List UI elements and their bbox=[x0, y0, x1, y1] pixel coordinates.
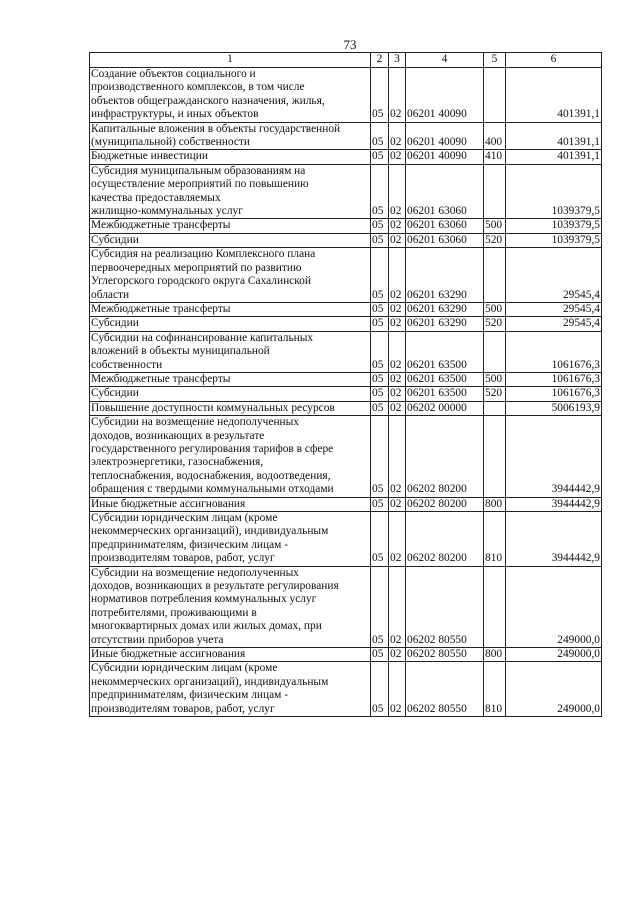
target-article-cell: 06202 80200 bbox=[406, 416, 484, 497]
row-name-cell: Капитальные вложения в объекты государственной (муниципальной) собственности bbox=[90, 122, 371, 150]
section-code-cell: 05 bbox=[371, 566, 389, 647]
table-row bbox=[90, 317, 602, 331]
expense-type-cell: 400 bbox=[484, 122, 506, 150]
subsection-code-cell: 02 bbox=[389, 164, 406, 219]
expense-type-cell: 800 bbox=[484, 648, 506, 662]
expense-type-cell bbox=[484, 248, 506, 303]
column-header: 3 bbox=[389, 53, 406, 68]
expense-type-cell: 500 bbox=[484, 219, 506, 233]
row-name-cell: Межбюджетные трансферты bbox=[90, 372, 371, 386]
column-header: 1 bbox=[90, 53, 371, 68]
expense-type-cell: 520 bbox=[484, 317, 506, 331]
expense-type-cell: 810 bbox=[484, 512, 506, 567]
table-row bbox=[90, 401, 602, 415]
table-row bbox=[90, 150, 602, 164]
amount-cell: 3944442,9 bbox=[506, 416, 602, 497]
table-row bbox=[90, 387, 602, 401]
expense-type-cell bbox=[484, 164, 506, 219]
subsection-code-cell: 02 bbox=[389, 512, 406, 567]
subsection-code-cell: 02 bbox=[389, 566, 406, 647]
amount-cell: 29545,4 bbox=[506, 248, 602, 303]
page-number: 73 bbox=[343, 37, 357, 52]
expense-type-cell bbox=[484, 416, 506, 497]
column-header: 2 bbox=[371, 53, 389, 68]
expense-type-cell bbox=[484, 401, 506, 415]
amount-cell: 401391,1 bbox=[506, 122, 602, 150]
amount-cell: 3944442,9 bbox=[506, 512, 602, 567]
row-name-cell: Межбюджетные трансферты bbox=[90, 219, 371, 233]
subsection-code-cell: 02 bbox=[389, 372, 406, 386]
target-article-cell: 06202 80200 bbox=[406, 512, 484, 567]
target-article-cell: 06201 40090 bbox=[406, 68, 484, 123]
table-row bbox=[90, 372, 602, 386]
table-row bbox=[90, 416, 602, 497]
section-code-cell: 05 bbox=[371, 233, 389, 247]
row-name-cell: Создание объектов социального и производственного комплексов, в том числе объектов общегражданского назначения, жилья, инфраструктуры, и иных объектов bbox=[90, 68, 371, 123]
table-row bbox=[90, 164, 602, 219]
section-code-cell: 05 bbox=[371, 68, 389, 123]
subsection-code-cell: 02 bbox=[389, 416, 406, 497]
section-code-cell: 05 bbox=[371, 317, 389, 331]
row-name-cell: Субсидии bbox=[90, 387, 371, 401]
target-article-cell: 06201 40090 bbox=[406, 150, 484, 164]
row-name-cell: Иные бюджетные ассигнования bbox=[90, 648, 371, 662]
column-number-row bbox=[90, 53, 602, 68]
section-code-cell: 05 bbox=[371, 416, 389, 497]
amount-cell: 3944442,9 bbox=[506, 497, 602, 511]
amount-cell: 249000,0 bbox=[506, 648, 602, 662]
row-name-cell: Иные бюджетные ассигнования bbox=[90, 497, 371, 511]
subsection-code-cell: 02 bbox=[389, 248, 406, 303]
row-name-cell: Субсидии юридическим лицам (кроме некоммерческих организаций), индивидуальным предпринимателям, физическим лицам - производителям товаров, работ, услуг bbox=[90, 662, 371, 717]
subsection-code-cell: 02 bbox=[389, 302, 406, 316]
section-code-cell: 05 bbox=[371, 122, 389, 150]
subsection-code-cell: 02 bbox=[389, 317, 406, 331]
target-article-cell: 06201 63060 bbox=[406, 233, 484, 247]
amount-cell: 5006193,9 bbox=[506, 401, 602, 415]
amount-cell: 1039379,5 bbox=[506, 164, 602, 219]
target-article-cell: 06201 63060 bbox=[406, 164, 484, 219]
table-row bbox=[90, 233, 602, 247]
target-article-cell: 06202 80200 bbox=[406, 497, 484, 511]
section-code-cell: 05 bbox=[371, 248, 389, 303]
target-article-cell: 06201 63500 bbox=[406, 387, 484, 401]
section-code-cell: 05 bbox=[371, 331, 389, 372]
target-article-cell: 06201 63290 bbox=[406, 248, 484, 303]
row-name-cell: Субсидии bbox=[90, 317, 371, 331]
row-name-cell: Субсидии на возмещение недополученных доходов, возникающих в результате государственного регулирования тарифов в сфере электроэнергетики, газоснабжения, теплоснабжения, водоснабжения, водоотведения, обращения с твердыми коммунальными отходами bbox=[90, 416, 371, 497]
row-name-cell: Субсидия муниципальным образованиям на осуществление мероприятий по повышению качества предоставляемых жилищно-коммунальных услуг bbox=[90, 164, 371, 219]
subsection-code-cell: 02 bbox=[389, 219, 406, 233]
column-header: 4 bbox=[406, 53, 484, 68]
table-row bbox=[90, 497, 602, 511]
expense-type-cell: 520 bbox=[484, 233, 506, 247]
expense-type-cell: 500 bbox=[484, 372, 506, 386]
subsection-code-cell: 02 bbox=[389, 68, 406, 123]
target-article-cell: 06202 80550 bbox=[406, 662, 484, 717]
subsection-code-cell: 02 bbox=[389, 401, 406, 415]
target-article-cell: 06201 63290 bbox=[406, 317, 484, 331]
target-article-cell: 06201 63500 bbox=[406, 331, 484, 372]
amount-cell: 1061676,3 bbox=[506, 372, 602, 386]
table-row bbox=[90, 648, 602, 662]
table-row bbox=[90, 662, 602, 717]
row-name-cell: Субсидии bbox=[90, 233, 371, 247]
section-code-cell: 05 bbox=[371, 302, 389, 316]
row-name-cell: Межбюджетные трансферты bbox=[90, 302, 371, 316]
table-row bbox=[90, 68, 602, 123]
section-code-cell: 05 bbox=[371, 648, 389, 662]
section-code-cell: 05 bbox=[371, 164, 389, 219]
table-row bbox=[90, 248, 602, 303]
amount-cell: 1061676,3 bbox=[506, 387, 602, 401]
amount-cell: 1061676,3 bbox=[506, 331, 602, 372]
section-code-cell: 05 bbox=[371, 219, 389, 233]
row-name-cell: Субсидии юридическим лицам (кроме некоммерческих организаций), индивидуальным предпринимателям, физическим лицам - производителям товаров, работ, услуг bbox=[90, 512, 371, 567]
target-article-cell: 06202 80550 bbox=[406, 648, 484, 662]
table-row bbox=[90, 331, 602, 372]
table-row bbox=[90, 566, 602, 647]
section-code-cell: 05 bbox=[371, 401, 389, 415]
amount-cell: 401391,1 bbox=[506, 150, 602, 164]
row-name-cell: Субсидия на реализацию Комплексного плана первоочередных мероприятий по развитию Углегорского городского округа Сахалинской области bbox=[90, 248, 371, 303]
table-row bbox=[90, 122, 602, 150]
row-name-cell: Субсидии на софинансирование капитальных вложений в объекты муниципальной собственности bbox=[90, 331, 371, 372]
row-name-cell: Субсидии на возмещение недополученных доходов, возникающих в результате регулирования нормативов потребления коммунальных услуг потребителями, проживающими в многоквартирных домах или жилых домах, при отсутствии приборов учета bbox=[90, 566, 371, 647]
target-article-cell: 06202 00000 bbox=[406, 401, 484, 415]
budget-table bbox=[89, 52, 602, 717]
expense-type-cell: 410 bbox=[484, 150, 506, 164]
amount-cell: 249000,0 bbox=[506, 662, 602, 717]
row-name-cell: Повышение доступности коммунальных ресурсов bbox=[90, 401, 371, 415]
expense-type-cell: 520 bbox=[484, 387, 506, 401]
target-article-cell: 06201 63500 bbox=[406, 372, 484, 386]
table-row bbox=[90, 219, 602, 233]
subsection-code-cell: 02 bbox=[389, 122, 406, 150]
table-row bbox=[90, 512, 602, 567]
target-article-cell: 06201 63290 bbox=[406, 302, 484, 316]
section-code-cell: 05 bbox=[371, 387, 389, 401]
column-header: 5 bbox=[484, 53, 506, 68]
amount-cell: 1039379,5 bbox=[506, 233, 602, 247]
subsection-code-cell: 02 bbox=[389, 648, 406, 662]
subsection-code-cell: 02 bbox=[389, 497, 406, 511]
table-row bbox=[90, 302, 602, 316]
target-article-cell: 06201 63060 bbox=[406, 219, 484, 233]
subsection-code-cell: 02 bbox=[389, 387, 406, 401]
expense-type-cell: 500 bbox=[484, 302, 506, 316]
amount-cell: 29545,4 bbox=[506, 302, 602, 316]
expense-type-cell bbox=[484, 566, 506, 647]
row-name-cell: Бюджетные инвестиции bbox=[90, 150, 371, 164]
subsection-code-cell: 02 bbox=[389, 662, 406, 717]
amount-cell: 249000,0 bbox=[506, 566, 602, 647]
section-code-cell: 05 bbox=[371, 150, 389, 164]
amount-cell: 1039379,5 bbox=[506, 219, 602, 233]
amount-cell: 401391,1 bbox=[506, 68, 602, 123]
expense-type-cell: 800 bbox=[484, 497, 506, 511]
amount-cell: 29545,4 bbox=[506, 317, 602, 331]
expense-type-cell bbox=[484, 68, 506, 123]
target-article-cell: 06202 80550 bbox=[406, 566, 484, 647]
section-code-cell: 05 bbox=[371, 497, 389, 511]
section-code-cell: 05 bbox=[371, 662, 389, 717]
target-article-cell: 06201 40090 bbox=[406, 122, 484, 150]
subsection-code-cell: 02 bbox=[389, 150, 406, 164]
expense-type-cell bbox=[484, 331, 506, 372]
section-code-cell: 05 bbox=[371, 512, 389, 567]
expense-type-cell: 810 bbox=[484, 662, 506, 717]
subsection-code-cell: 02 bbox=[389, 233, 406, 247]
subsection-code-cell: 02 bbox=[389, 331, 406, 372]
section-code-cell: 05 bbox=[371, 372, 389, 386]
column-header: 6 bbox=[506, 53, 602, 68]
